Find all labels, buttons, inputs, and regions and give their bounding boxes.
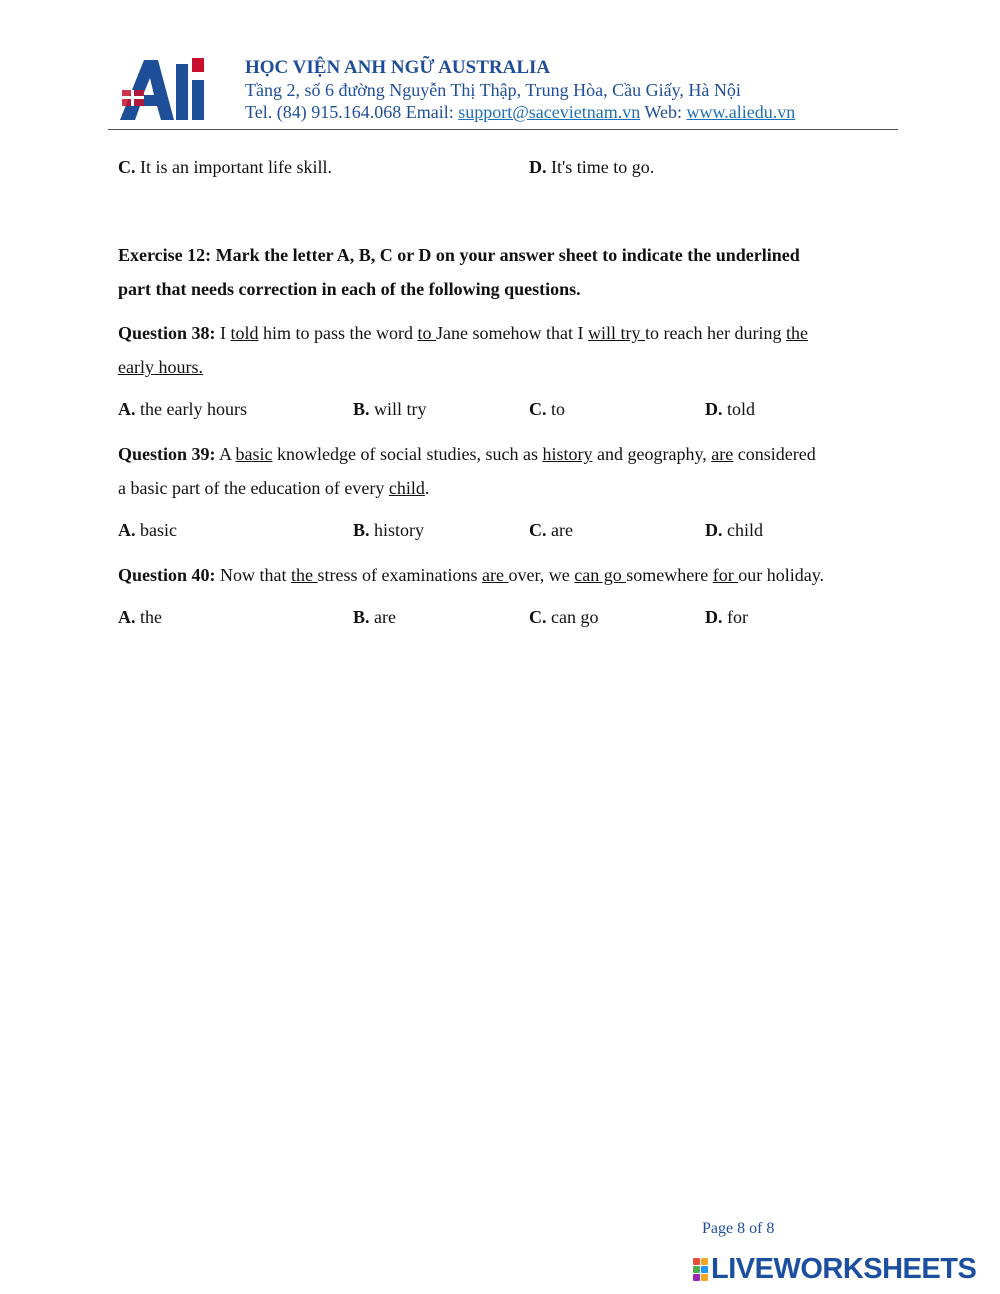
underlined-part: the	[785, 323, 808, 343]
underlined-part: will try	[588, 323, 646, 343]
q38-option-d[interactable]: D. told	[705, 399, 756, 419]
q38-option-c[interactable]: C. to	[529, 399, 566, 419]
exercise-heading-line2: part that needs correction in each of the following questions.	[118, 279, 581, 299]
underlined-part: can go	[574, 565, 627, 585]
tel-text: Tel. (84) 915.164.068 Email:	[245, 102, 459, 122]
underlined-part: to	[417, 323, 437, 343]
logo-text	[222, 50, 223, 51]
prev-option-c: C. It is an important life skill.	[118, 157, 332, 177]
q38-option-a[interactable]: A. the early hours	[118, 399, 247, 419]
q39-option-d[interactable]: D. child	[705, 520, 763, 540]
web-link[interactable]: www.aliedu.vn	[686, 102, 796, 122]
question-label: Question 40:	[118, 565, 216, 585]
underlined-part: the	[291, 565, 318, 585]
q38-option-b[interactable]: B. will try	[353, 399, 427, 419]
header-divider	[108, 129, 898, 130]
page-number: Page 8 of 8	[702, 1220, 775, 1237]
ali-logo-graphic	[116, 50, 222, 124]
exercise-heading-line1: Exercise 12: Mark the letter A, B, C or D on your answer sheet to indicate the underlined	[118, 245, 800, 265]
question-label: Question 39:	[118, 444, 216, 464]
contact-line	[245, 101, 795, 123]
question-39: Question 39: A basic knowledge of social studies, such as history and geography, are considered a basic part of the education of every child.	[118, 444, 816, 498]
underlined-part: for	[712, 565, 739, 585]
header-text-block	[245, 57, 795, 123]
q40-option-d[interactable]: D. for	[705, 607, 748, 627]
question-label: Question 38:	[118, 323, 216, 343]
q39-option-a[interactable]: A. basic	[118, 520, 177, 540]
liveworksheets-icon	[693, 1258, 708, 1281]
underlined-part: told	[230, 323, 259, 343]
liveworksheets-wordmark: LIVEWORKSHEETS	[711, 1252, 977, 1285]
q40-option-c[interactable]: C. can go	[529, 607, 599, 627]
underlined-part: child	[388, 478, 425, 498]
question-40: Question 40: Now that the stress of examinations are over, we can go somewhere for our holiday.	[118, 565, 825, 585]
ali-logo	[116, 50, 222, 124]
institute-address: Tầng 2, số 6 đường Nguyễn Thị Thập, Trung Hòa, Cầu Giấy, Hà Nội	[245, 80, 741, 100]
underlined-part: early hours.	[118, 357, 203, 377]
question-38: Question 38: I told him to pass the word to Jane somehow that I will try to reach her during the early hours.	[118, 323, 808, 377]
underlined-part: basic	[235, 444, 273, 464]
liveworksheets-brand[interactable]	[693, 1252, 976, 1286]
web-label: Web:	[640, 102, 687, 122]
underlined-part: are	[711, 444, 734, 464]
prev-option-d: D. It's time to go.	[529, 157, 655, 177]
underlined-part: history	[542, 444, 593, 464]
email-link[interactable]: support@sacevietnam.vn	[458, 102, 641, 122]
q40-option-a[interactable]: A. the	[118, 607, 162, 627]
q40-option-b[interactable]: B. are	[353, 607, 396, 627]
q39-option-b[interactable]: B. history	[353, 520, 425, 540]
exercise-heading	[118, 238, 893, 306]
q39-option-c[interactable]: C. are	[529, 520, 573, 540]
underlined-part: are	[482, 565, 509, 585]
institute-name: HỌC VIỆN ANH NGỮ AUSTRALIA	[245, 57, 551, 78]
